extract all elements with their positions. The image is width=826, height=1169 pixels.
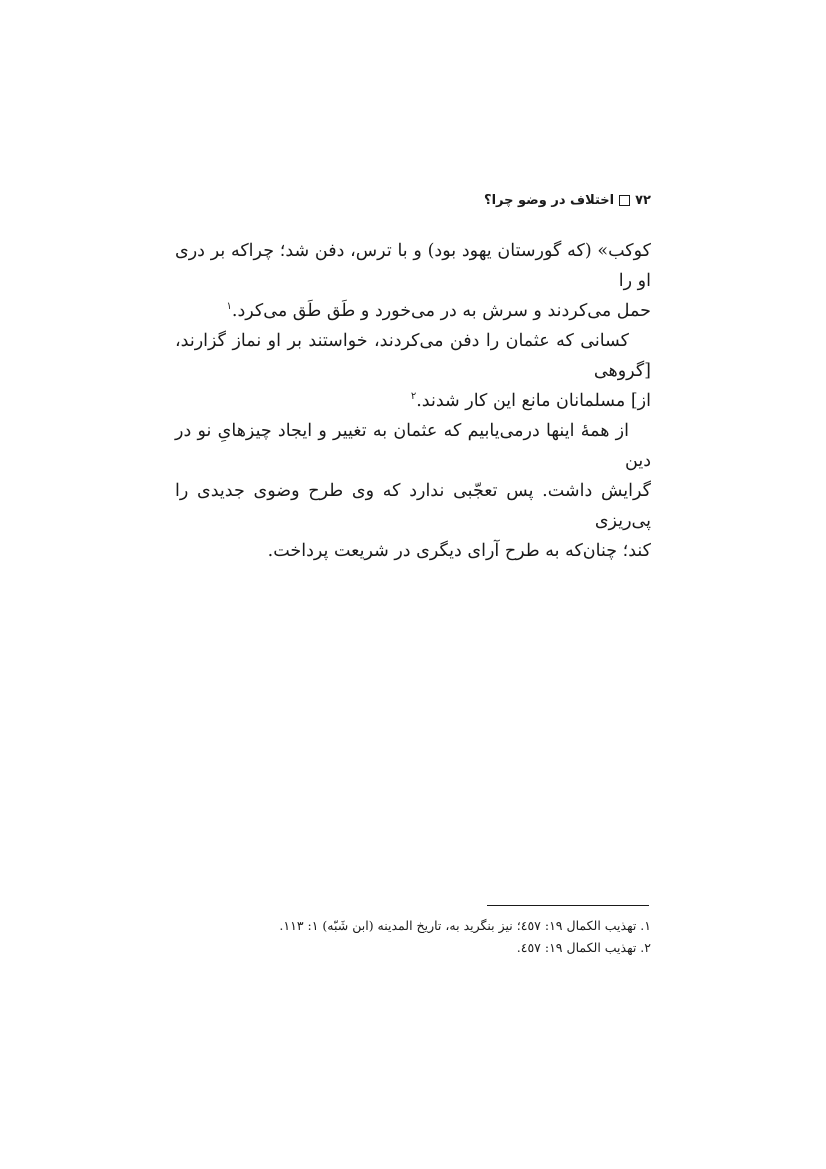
footnote-marker: ۱ — [226, 301, 232, 313]
text-line — [175, 386, 651, 416]
footnote-divider — [487, 905, 649, 906]
footnote-1: ۱. تهذیب الکمال ۱۹: ٤٥۷؛ نیز بنگرید به، تاریخ المدینه (ابن شَبّه) ۱: ۱۱۳. — [279, 918, 651, 933]
footnote-marker: ۲ — [410, 391, 417, 403]
square-bullet-icon — [619, 195, 630, 206]
footnote-2: ۲. تهذیب الکمال ۱۹: ٤٥۷. — [516, 940, 651, 955]
paragraph-1 — [175, 236, 651, 326]
page-number: ۷۲ — [635, 193, 651, 208]
text-line: گرایش داشت. پس تعجّبی ندارد که وی طرح وضوی جدیدی را پی‌ریزی — [175, 481, 651, 531]
text-line-content: از] مسلمانان مانع این کار شدند. — [416, 391, 651, 411]
running-header — [175, 193, 651, 208]
paragraph-2 — [175, 326, 651, 416]
text-line: کند؛ چنان‌که به طرح آرای دیگری در شریعت پرداخت. — [267, 541, 651, 561]
text-line: از همهٔ اینها درمی‌یابیم که عثمان به تغییر و ایجاد چیزهایِ نو در دین — [175, 421, 651, 471]
chapter-title: اختلاف در وضو چرا؟ — [484, 193, 615, 208]
text-line: کوکب» (که گورستان یهود بود) و با ترس، دفن شد؛ چراکه بر دری او را — [175, 241, 651, 291]
text-line — [175, 296, 651, 326]
paragraph-3 — [175, 416, 651, 566]
text-line-content: حمل می‌کردند و سرش به در می‌خورد و طَق طَق می‌کرد. — [231, 301, 651, 321]
text-line: کسانی که عثمان را دفن می‌کردند، خواستند بر او نماز گزارند، [گروهی — [175, 331, 651, 381]
footnotes — [175, 915, 651, 959]
body-text — [175, 236, 651, 566]
